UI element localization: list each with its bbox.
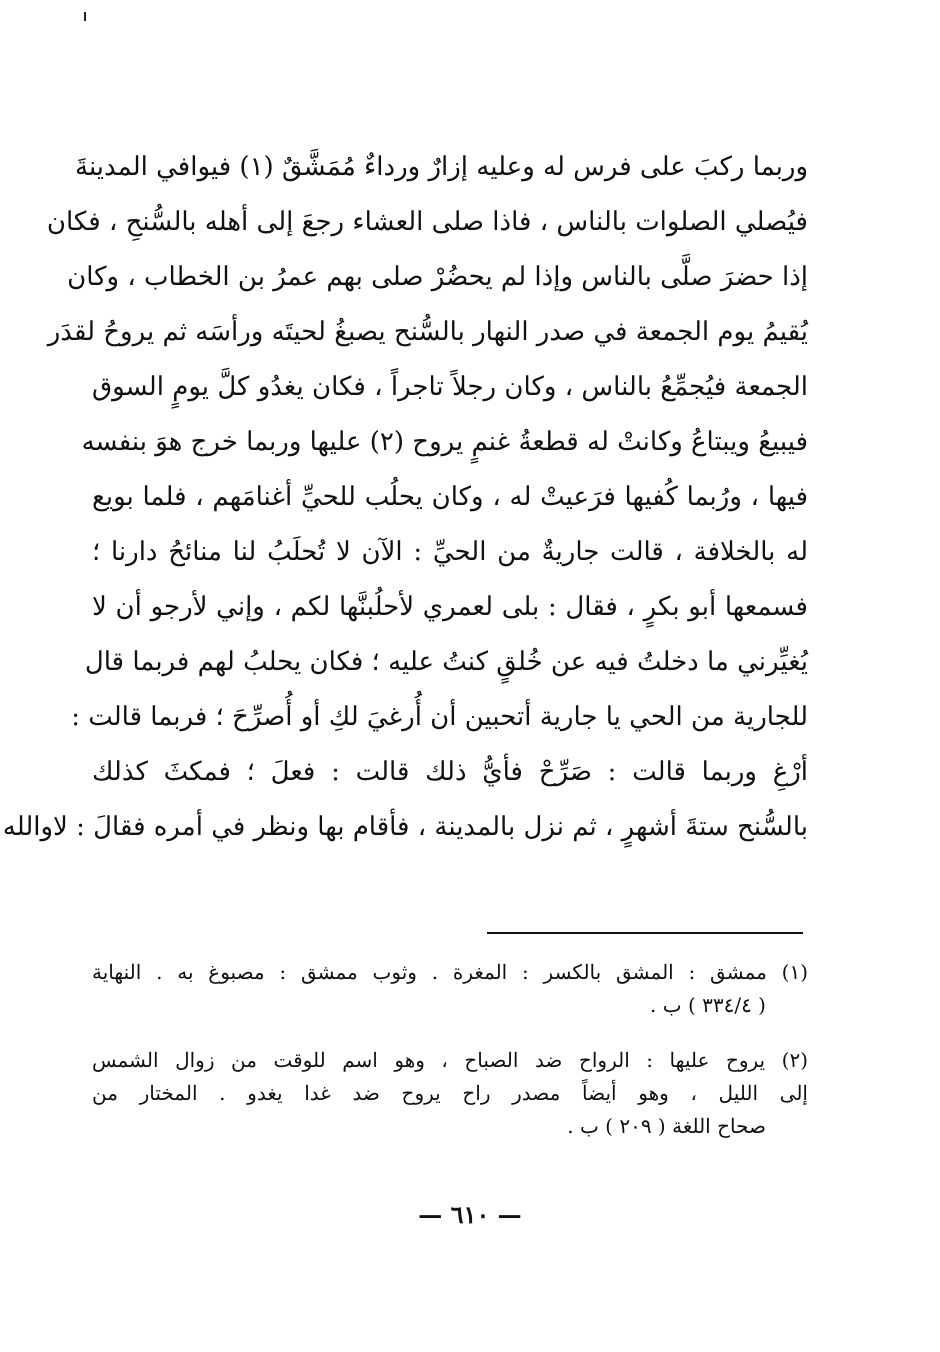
text-line: فيها ، ورُبما كُفيها فرَعيتْ له ، وكان يحلُب للحيِّ أغنامَهم ، فلما بويع <box>92 482 808 512</box>
text-line: إذا حضرَ صلَّى بالناس وإذا لم يحضُرْ صلى بهم عمرُ بن الخطاب ، وكان <box>67 262 808 292</box>
text-line: يُقيمُ يوم الجمعة في صدر النهار بالسُّنح يصبغُ لحيتَه ورأسَه ثم يروحُ لقدَر <box>47 317 808 347</box>
text-line: وربما ركبَ على فرس له وعليه إزارٌ ورداءٌ مُمَشَّقٌ (١) فيوافي المدينةَ <box>75 152 808 182</box>
text-line: يُغيِّرني ما دخلتُ فيه عن خُلقٍ كنتُ عليه ؛ فكان يحلبُ لهم فربما قال <box>84 647 808 677</box>
footnote-line: (٢) يروح عليها : الرواح ضد الصباح ، وهو اسم للوقت من زوال الشمس <box>92 1048 808 1072</box>
footnotes-block <box>92 956 808 1165</box>
text-line: له بالخلافة ، قالت جاريةٌ من الحيِّ : الآن لا تُحلَبُ لنا منائحُ دارنا ؛ <box>92 537 808 567</box>
text-line: فسمعها أبو بكرٍ ، فقال : بلى لعمري لأحلُبنَّها لكم ، وإني لأرجو أن لا <box>92 592 808 622</box>
footnote-line: صحاح اللغة ( ٢٠٩ ) ب . <box>567 1114 766 1138</box>
text-line: بالسُّنح ستةَ أشهرٍ ، ثم نزل بالمدينة ، فأقام بها ونظر في أمره فقالَ : لاوالله <box>2 812 808 842</box>
text-line: أرْغِ وربما قالت : صَرِّحْ فأيُّ ذلك قالت : فعلَ ؛ فمكثَ كذلك <box>92 757 808 787</box>
corner-mark <box>84 12 86 21</box>
footnote-2 <box>92 1044 808 1143</box>
text-line: للجارية من الحي يا جارية أتحبين أن أُرغيَ لكِ أو أُصرِّحَ ؛ فربما قالت : <box>71 702 808 732</box>
footnote-line: إلى الليل ، وهو أيضاً مصدر راح يروح ضد غدا يغدو . المختار من <box>92 1081 808 1105</box>
page-number: — ٦١٠ — <box>418 1200 522 1229</box>
text-line: فيُصلي الصلوات بالناس ، فاذا صلى العشاء رجعَ إلى أهله بالسُّنحِ ، فكان <box>46 207 808 237</box>
text-line: الجمعة فيُجمِّعُ بالناس ، وكان رجلاً تاجراً ، فكان يغدُو كلَّ يومٍ السوق <box>92 372 808 402</box>
footnote-line: ( ٣٣٤/٤ ) ب . <box>650 993 766 1017</box>
footnote-1 <box>92 956 808 1022</box>
text-line: فيبيعُ ويبتاعُ وكانتْ له قطعةُ غنمٍ يروح (٢) عليها وربما خرج هوَ بنفسه <box>81 427 808 457</box>
footnote-separator <box>487 932 803 934</box>
main-text-block <box>2 140 808 855</box>
footnote-line: (١) ممشق : المشق بالكسر : المغرة . وثوب ممشق : مصبوغ به . النهاية <box>92 960 808 984</box>
